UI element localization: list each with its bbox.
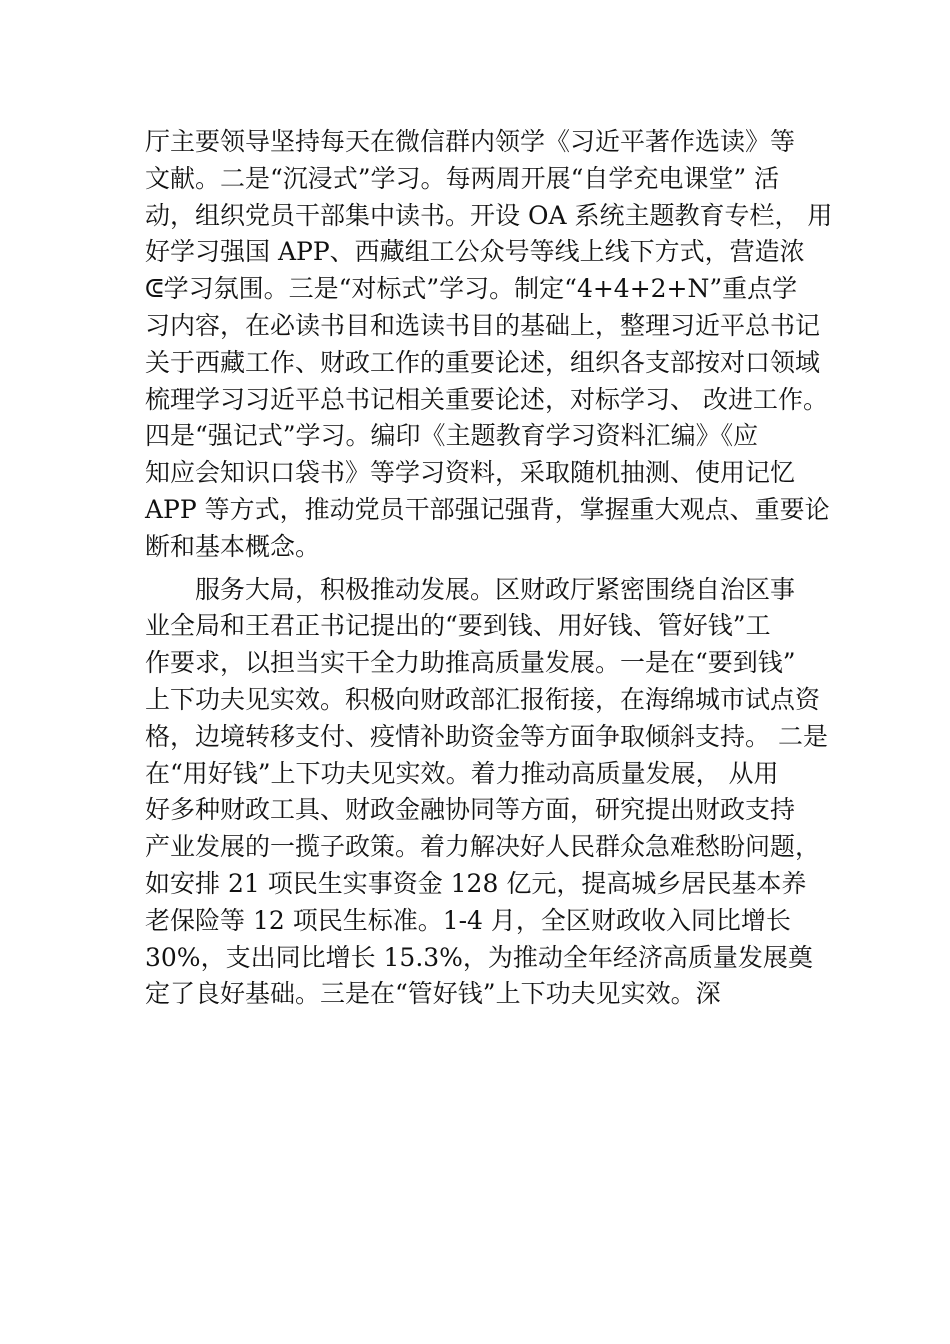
text-line: 如安排 21 项民生实事资金 128 亿元，提高城乡居民基本养	[145, 868, 807, 898]
text-line: 定了良好基础。三是在“管好钱”上下功夫见实效。深	[145, 979, 721, 1009]
text-line: 产业发展的一揽子政策。着力解决好人民群众急难愁盼问题，	[145, 832, 821, 862]
text-line: ᕳ学习氛围。三是“对标式”学习。制定“4+4+2+N”重点学	[145, 274, 798, 304]
text-line: 格，边境转移支付、疫情补助资金等方面争取倾斜支持。 二是	[145, 721, 828, 751]
text-line: 断和基本概念。	[145, 531, 321, 561]
text-line: 30%，支出同比增长 15.3%，为推动全年经济高质量发展奠	[145, 942, 813, 972]
text-line: 厅主要领导坚持每天在微信群内领学《习近平著作选读》等	[145, 127, 796, 156]
text-line: 知应会知识口袋书》等学习资料，采取随机抽测、使用记忆	[145, 458, 796, 488]
text-line: 好学习强国 APP、西藏组工公众号等线上线下方式，营造浓	[145, 237, 805, 267]
text-line: 在“用好钱”上下功夫见实效。着力推动高质量发展， 从用	[145, 758, 779, 788]
text-line: 习内容，在必读书目和选读书目的基础上，整理习近平总书记	[145, 310, 821, 340]
text-line: 好多种财政工具、财政金融协同等方面，研究提出财政支持	[145, 795, 796, 825]
text-line: 关于西藏工作、财政工作的重要论述，组织各支部按对口领域	[145, 347, 821, 377]
text-line: 老保险等 12 项民生标准。1-4 月，全区财政收入同比增长	[145, 905, 791, 935]
text-line: 上下功夫见实效。积极向财政部汇报衔接，在海绵城市试点资	[145, 684, 821, 714]
text-line: APP 等方式，推动党员干部强记强背，掌握重大观点、重要论	[145, 494, 830, 524]
text-line: 作要求，以担当实干全力助推高质量发展。一是在“要到钱”	[145, 648, 796, 678]
text-line: 动，组织党员干部集中读书。开设 OA 系统主题教育专栏， 用	[145, 200, 833, 230]
paragraph-first-line: 服务大局，积极推动发展。区财政厅紧密围绕自治区事	[195, 574, 796, 604]
text-line: 业全局和王君正书记提出的“要到钱、用好钱、管好钱”工	[145, 611, 771, 641]
body-text	[145, 124, 833, 1013]
text-line: 四是“强记式”学习。编印《主题教育学习资料汇编》《应	[145, 421, 759, 451]
text-line: 文献。二是“沉浸式”学习。每两周开展“自学充电课堂” 活	[145, 163, 780, 193]
text-line: 梳理学习习近平总书记相关重要论述，对标学习、 改进工作。	[145, 384, 828, 414]
